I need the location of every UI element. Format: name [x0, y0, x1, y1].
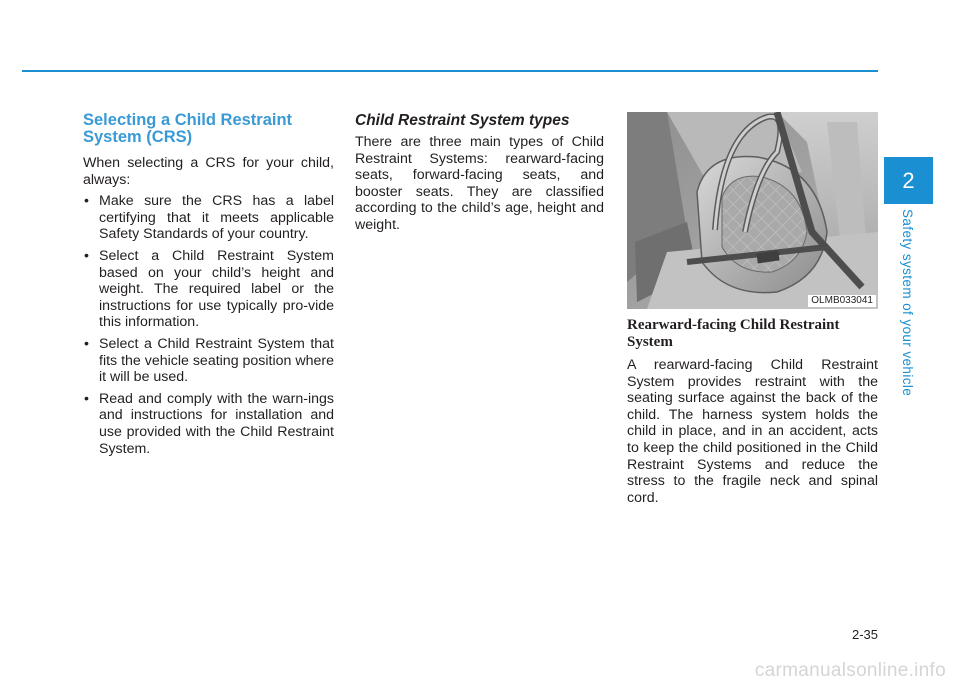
bullet-text: Read and comply with the warn-ings and instructions for installation and use provided with the Child Restraint System. — [99, 390, 334, 457]
bullet-icon: • — [84, 335, 89, 352]
header-rule — [22, 70, 878, 72]
figure-caption: Rearward-facing Child Restraint System — [627, 317, 840, 350]
rearward-facing-paragraph: A rearward-facing Child Restraint System provides restraint with the seating surface against the back of the child. The harness system holds the child in place, and in an accident, acts to keep the child positioned in the Child Restraint Systems and reduce the stress to the fragile neck and spinal cord. — [627, 357, 878, 506]
chapter-title-text: Safety system of your vehicle — [900, 209, 915, 397]
crs-types-paragraph: There are three main types of Child Restraint Systems: rearward-facing seats, forward-facing seats, and booster seats. They are classified according to the child’s age, height and weight. — [355, 134, 604, 233]
bullet-text: Make sure the CRS has a label certifying that it meets applicable Safety Standards of your country. — [99, 193, 334, 243]
list-item — [83, 248, 334, 331]
list-item — [83, 391, 334, 457]
bullet-text: Select a Child Restraint System that fits the vehicle seating position where it will be used. — [99, 335, 335, 386]
bullet-text: Select a Child Restraint System based on your child’s height and weight. The required label or the instructions for use typically pro-vide this information. — [99, 247, 334, 331]
figure-code: OLMB033041 — [808, 295, 876, 307]
middle-column — [355, 112, 604, 239]
page-number: 2-35 — [851, 627, 878, 642]
bullet-list — [83, 193, 334, 457]
watermark: carmanualsonline.info — [754, 660, 946, 681]
car-seat-illustration — [627, 112, 878, 309]
chapter-tab: 2 — [884, 157, 933, 204]
left-column — [83, 112, 334, 462]
subheading-crs-types: Child Restraint System types — [355, 112, 570, 129]
section-heading-selecting-crs: Selecting a Child Restraint System (CRS) — [83, 111, 293, 146]
list-item — [83, 193, 334, 243]
bullet-icon: • — [84, 247, 89, 264]
list-item — [83, 336, 334, 386]
right-column — [627, 112, 878, 511]
bullet-icon: • — [84, 193, 89, 210]
bullet-icon: • — [84, 390, 89, 407]
rearward-facing-seat-figure — [627, 112, 878, 309]
intro-paragraph: When selecting a CRS for your child, always: — [83, 155, 334, 188]
